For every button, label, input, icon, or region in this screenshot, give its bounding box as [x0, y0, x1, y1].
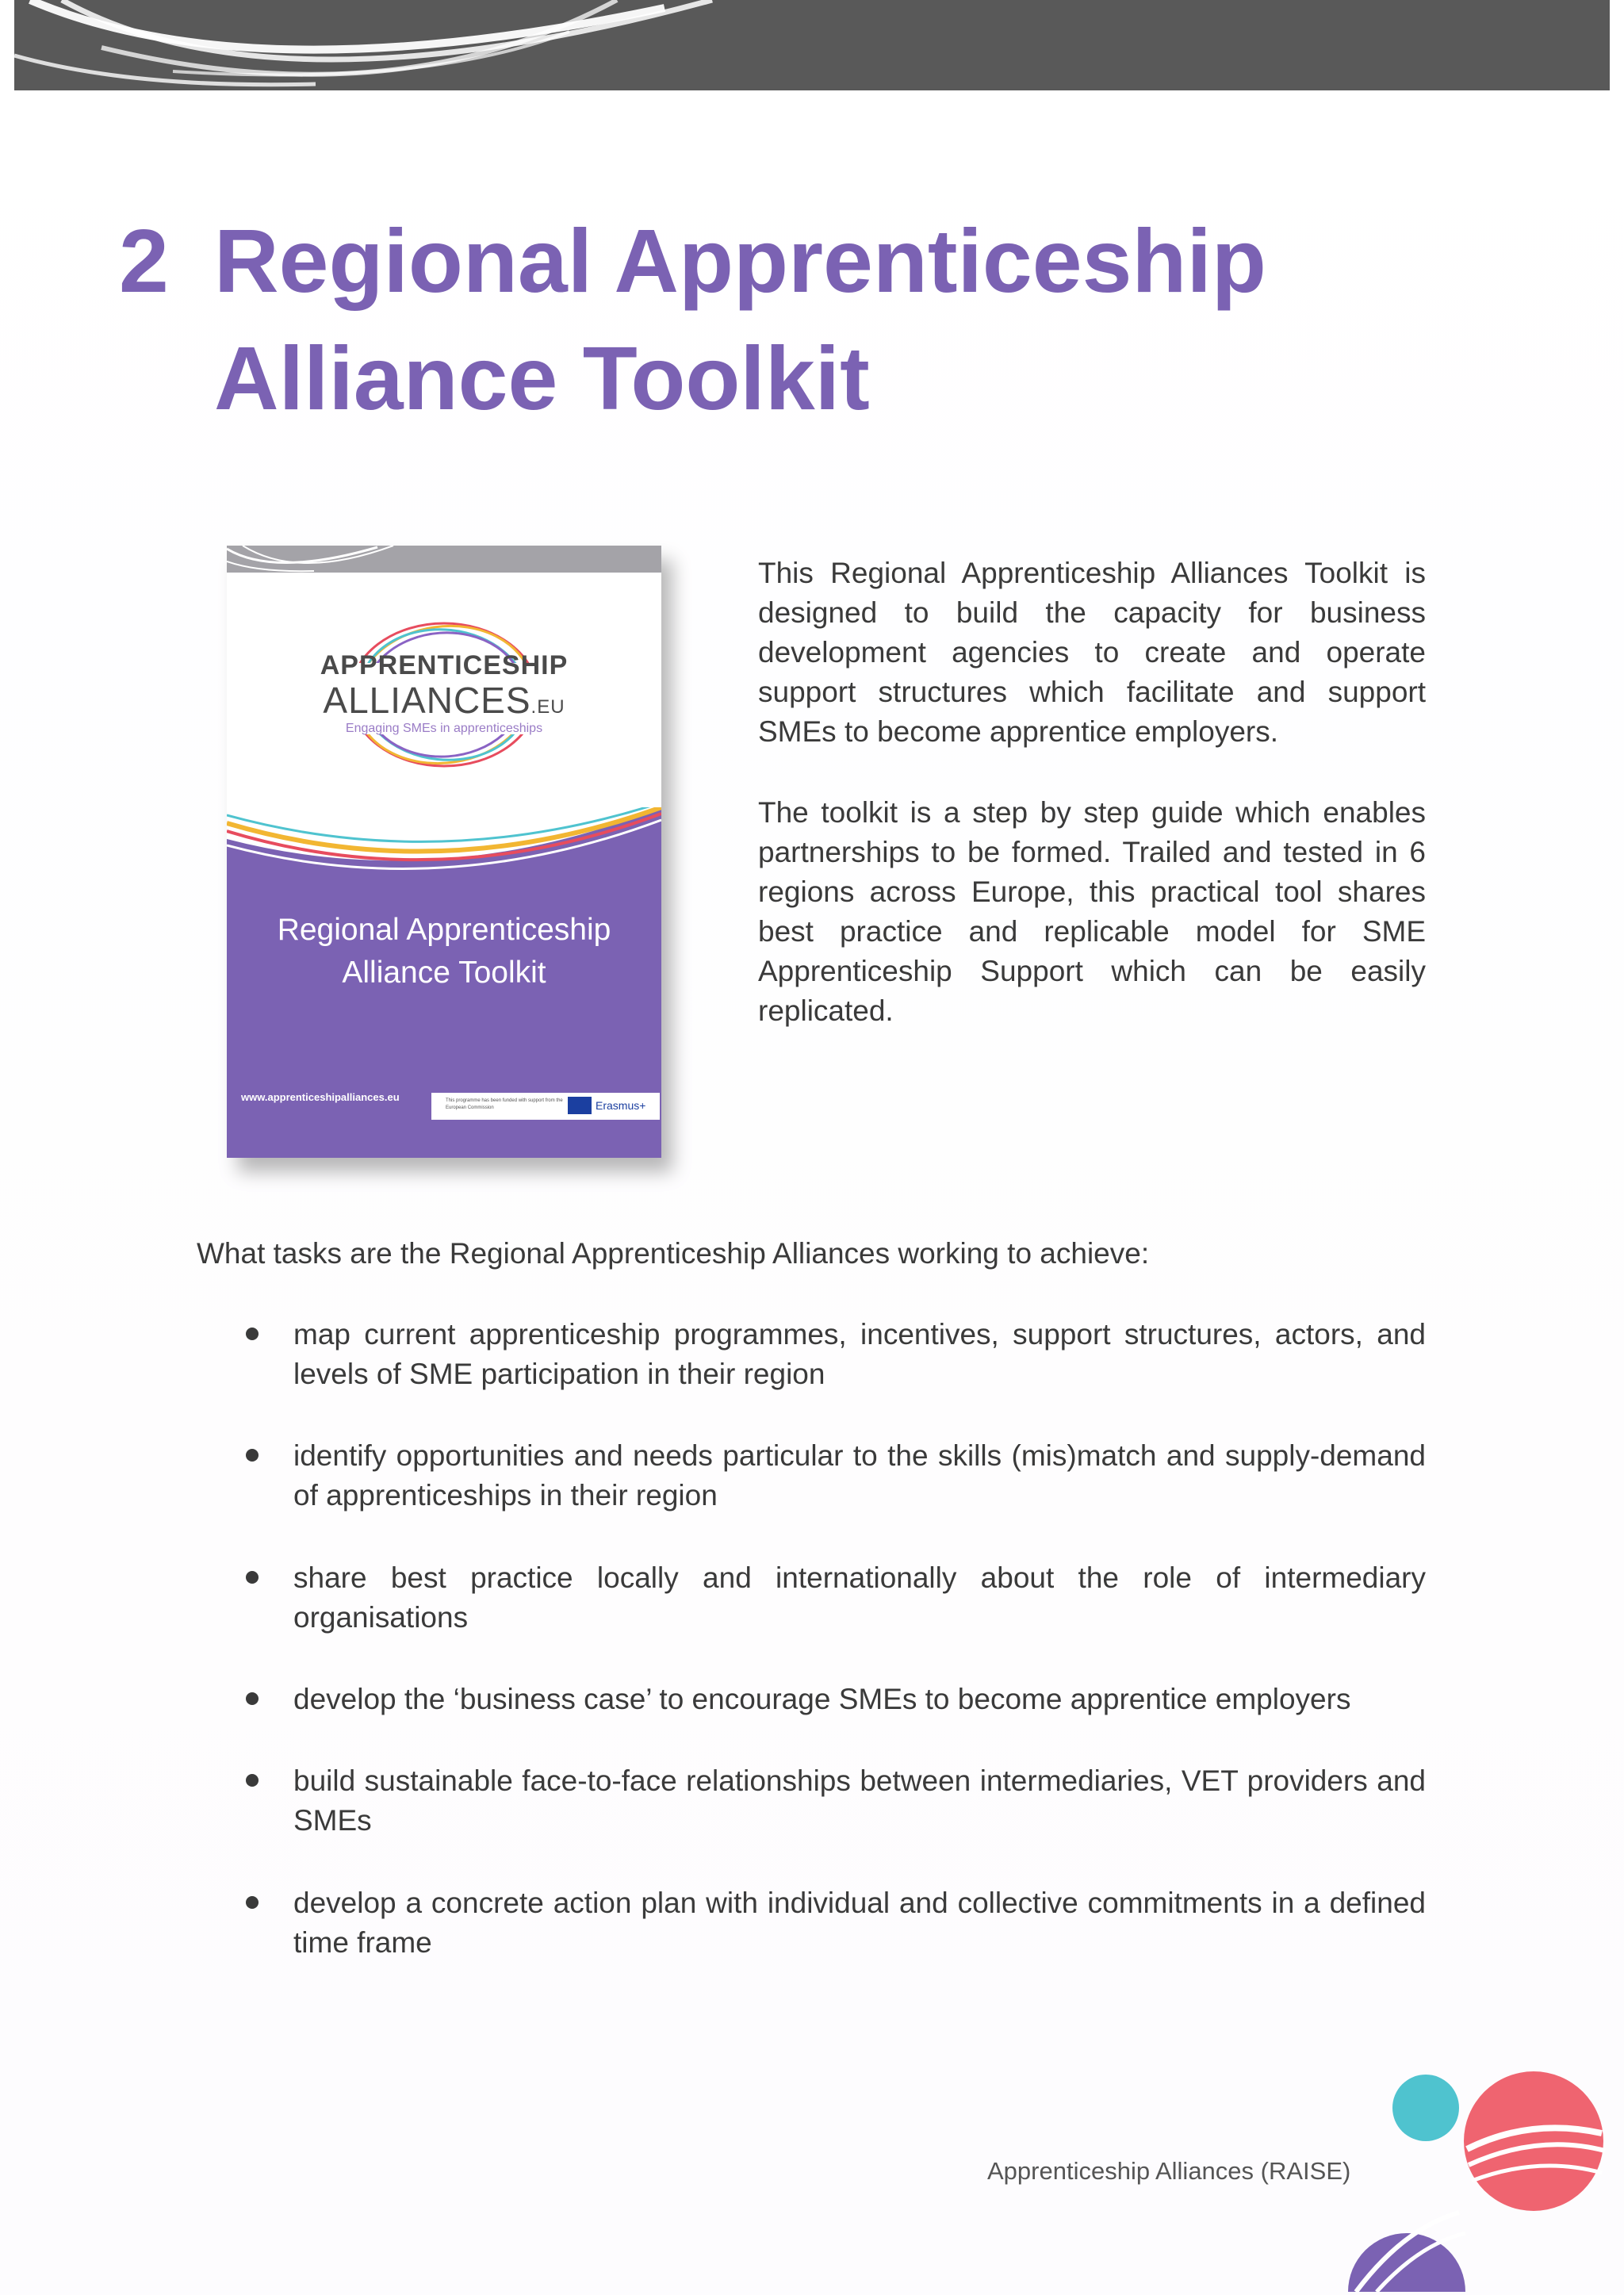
bullet-icon — [246, 1571, 259, 1584]
cover-title: Regional Apprenticeship Alliance Toolkit — [277, 913, 611, 990]
intro-paragraph-1: This Regional Apprenticeship Alliances Toolkit is designed to build the capacity for business development agencies to create and operate support structures which facilitate and support SMEs to become apprentice employers. — [758, 557, 1426, 748]
section-title-line2: Alliance Toolkit — [214, 328, 870, 428]
section-number: 2 — [119, 211, 169, 311]
cover-funding-note: This programme has been funded with support from the European Commission — [446, 1098, 563, 1110]
tasks-intro: What tasks are the Regional Apprenticeship Alliances working to achieve: — [197, 1237, 1150, 1270]
bullet-icon — [246, 1774, 259, 1787]
list-item: develop a concrete action plan with individual and collective commitments in a defined time frame — [293, 1887, 1426, 1959]
cover-programme-name: Erasmus+ — [596, 1099, 646, 1112]
bullet-icon — [246, 1692, 259, 1705]
bullet-icon — [246, 1896, 259, 1909]
cover-url: www.apprenticeshipalliances.eu — [241, 1091, 400, 1103]
intro-paragraph-2: The toolkit is a step by step guide which enables partnerships to be formed. Trailed and tested in 6 regions across Europe, this practical tool shares best practice and replicable model for SME Apprenticeship Support which can be easily replicated. — [758, 796, 1426, 1027]
section-title-line1: Regional Apprenticeship — [214, 211, 1266, 311]
list-item: build sustainable face-to-face relationships between intermediaries, VET providers and SMEs — [293, 1764, 1426, 1837]
list-item: develop the ‘business case’ to encourage SMEs to become apprentice employers — [293, 1683, 1351, 1715]
list-item: share best practice locally and internationally about the role of intermediary organisations — [293, 1561, 1426, 1634]
raise-logo-icon — [1340, 2054, 1610, 2292]
bullet-icon — [246, 1328, 259, 1340]
list-item: map current apprenticeship programmes, incentives, support structures, actors, and levels of SME participation in their region — [293, 1318, 1426, 1390]
footer-text: Apprenticeship Alliances (RAISE) — [987, 2157, 1351, 2185]
cover-logo-title: APPRENTICESHIP — [320, 650, 569, 680]
cover-logo-alliances: ALLIANCES.EU — [323, 680, 565, 721]
list-item: identify opportunities and needs particular to the skills (mis)match and supply-demand of apprenticeships in their region — [293, 1439, 1426, 1511]
cover-logo-tagline: Engaging SMEs in apprenticeships — [345, 722, 543, 735]
bullet-icon — [246, 1449, 259, 1462]
